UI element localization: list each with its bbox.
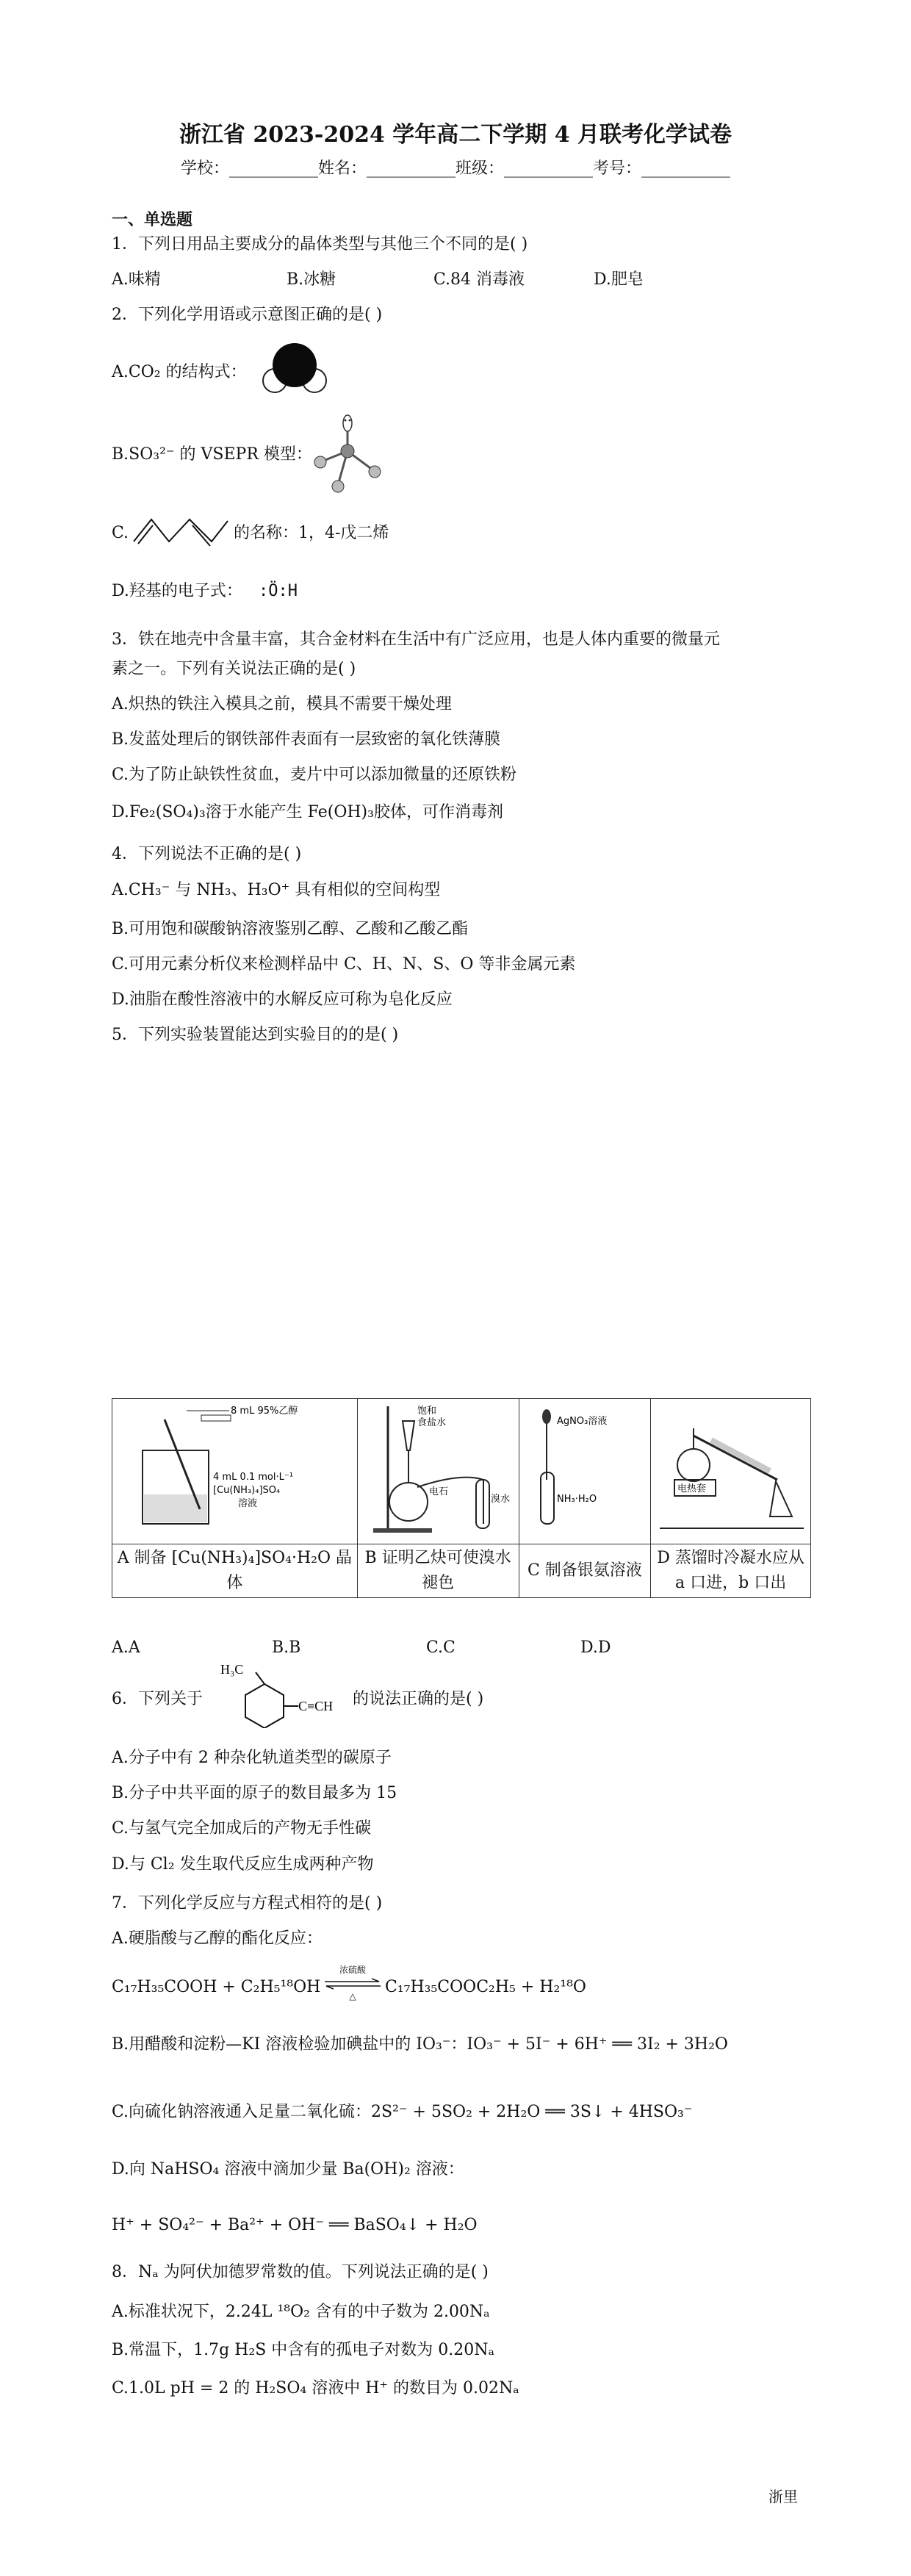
q7-eq-d: H⁺ + SO₄²⁻ + Ba²⁺ + OH⁻ ══ BaSO₄↓ + H₂O <box>112 2216 478 2234</box>
apparatus-b-label-3: 电石 <box>429 1486 449 1497</box>
apparatus-a-cell <box>112 1399 358 1544</box>
caption-d: D 蒸馏时冷凝水应从 a 口进，b 口出 <box>651 1544 811 1598</box>
q1-option-c: C.84 消毒液 <box>433 270 525 289</box>
q3-stem-2: 素之一。下列有关说法正确的是( ) <box>112 660 356 678</box>
q4-stem: 4．下列说法不正确的是( ) <box>112 845 302 863</box>
q1-stem: 1．下列日用品主要成分的晶体类型与其他三个不同的是( ) <box>112 235 528 253</box>
footer-mark: 浙里 <box>768 2488 798 2505</box>
q7-option-d: D.向 NaHSO₄ 溶液中滴加少量 Ba(OH)₂ 溶液： <box>112 2160 464 2179</box>
q7-stem: 7．下列化学反应与方程式相符的是( ) <box>112 1894 383 1913</box>
apparatus-c-label-1: AgNO₃溶液 <box>556 1416 608 1427</box>
q6-option-a: A.分子中有 2 种杂化轨道类型的碳原子 <box>112 1749 392 1767</box>
q7-option-a: A.硬脂酸与乙醇的酯化反应： <box>112 1929 323 1948</box>
apparatus-d-figure <box>652 1399 810 1536</box>
ethynyl-label: C≡CH <box>298 1699 334 1713</box>
pentadiene-skeletal-figure <box>131 512 231 549</box>
hydroxyl-electron-formula: :Ö:H <box>259 582 298 600</box>
caption-a: A 制备 [Cu(NH₃)₄]SO₄·H₂O 晶体 <box>112 1544 358 1598</box>
q7-option-b: B.用醋酸和淀粉—KI 溶液检验加碘盐中的 IO₃⁻：IO₃⁻ + 5I⁻ + 6H⁺ ══ 3I₂ + 3H₂O <box>112 2035 728 2054</box>
q7-eq-a-condition: 浓硫酸 <box>339 1965 366 1975</box>
q4-option-a: A.CH₃⁻ 与 NH₃、H₃O⁺ 具有相似的空间构型 <box>112 881 441 899</box>
apparatus-a-figure <box>113 1399 356 1536</box>
q7-option-c: C.向硫化钠溶液通入足量二氧化硫：2S²⁻ + 5SO₂ + 2H₂O ══ 3S↓ + 4HSO₃⁻ <box>112 2103 693 2121</box>
q5-stem: 5．下列实验装置能达到实验目的的是( ) <box>112 1026 399 1044</box>
apparatus-b-figure <box>359 1399 517 1536</box>
q3-option-a: A.炽热的铁注入模具之前，模具不需要干燥处理 <box>112 695 452 713</box>
reversible-arrow-icon <box>323 1978 382 1990</box>
apparatus-c-cell <box>519 1399 651 1544</box>
q4-option-d: D.油脂在酸性溶液中的水解反应可称为皂化反应 <box>112 990 453 1009</box>
caption-c: C 制备银氨溶液 <box>519 1544 651 1598</box>
apparatus-a-label-1: 8 mL 95%乙醇 <box>231 1406 298 1417</box>
q3-option-b: B.发蓝处理后的钢铁部件表面有一层致密的氧化铁薄膜 <box>112 730 501 749</box>
methyl-label: H₃C <box>220 1662 244 1677</box>
apparatus-b-label-4: 溴水 <box>491 1494 511 1505</box>
q3-stem-1: 3．铁在地壳中含量丰富，其合金材料在生活中有广泛应用，也是人体内重要的微量元 <box>112 630 720 649</box>
q7-eq-a-right: C₁₇H₃₅COOC₂H₅ + H₂¹⁸O <box>385 1978 586 1996</box>
q5-option-b: B.B <box>272 1638 301 1657</box>
apparatus-b-label-2: 食盐水 <box>417 1417 447 1428</box>
apparatus-a-label-2: 4 mL 0.1 mol·L⁻¹ <box>213 1472 294 1483</box>
page-title: 浙江省 2023-2024 学年高二下学期 4 月联考化学试卷 <box>179 122 732 148</box>
caption-b: B 证明乙炔可使溴水褪色 <box>357 1544 519 1598</box>
co2-model-figure <box>259 339 332 398</box>
student-info-line: 学校：___________姓名：___________班级：___________考号：___________ <box>180 159 730 178</box>
q1-option-b: B.冰糖 <box>287 270 336 289</box>
q8-option-c: C.1.0L pH = 2 的 H₂SO₄ 溶液中 H⁺ 的数目为 0.02Nₐ <box>112 2379 519 2397</box>
q5-apparatus-table <box>112 1398 811 1598</box>
apparatus-b-label-1: 饱和 <box>417 1406 437 1417</box>
q5-option-a: A.A <box>112 1638 140 1657</box>
q3-option-c: C.为了防止缺铁性贫血，麦片中可以添加微量的还原铁粉 <box>112 766 517 784</box>
q8-option-b: B.常温下，1.7g H₂S 中含有的孤电子对数为 0.20Nₐ <box>112 2341 495 2359</box>
q2-option-c-prefix: C. <box>112 524 129 542</box>
q1-option-d: D.肥皂 <box>594 270 644 289</box>
section-heading: 一、单选题 <box>112 210 193 229</box>
apparatus-a-label-3: [Cu(NH₃)₄]SO₄ <box>213 1485 281 1496</box>
so3-vsepr-figure <box>307 413 388 497</box>
q2-option-c-suffix: 的名称：1，4-戊二烯 <box>234 524 389 542</box>
q8-stem: 8．Nₐ 为阿伏加德罗常数的值。下列说法正确的是( ) <box>112 2263 489 2281</box>
q7-eq-a-left: C₁₇H₃₅COOH + C₂H₅¹⁸OH <box>112 1978 321 1996</box>
q5-option-c: C.C <box>426 1638 455 1657</box>
q8-option-a: A.标准状况下，2.24L ¹⁸O₂ 含有的中子数为 2.00Nₐ <box>112 2303 490 2321</box>
q2-stem: 2．下列化学用语或示意图正确的是( ) <box>112 306 383 324</box>
apparatus-d-label-1: 电热套 <box>677 1483 706 1494</box>
q7-eq-a-heat: △ <box>349 1991 356 2001</box>
q6-option-c: C.与氢气完全加成后的产物无手性碳 <box>112 1819 372 1838</box>
q1-option-a: A.味精 <box>112 270 161 289</box>
q6-option-b: B.分子中共平面的原子的数目最多为 15 <box>112 1784 397 1802</box>
molecule-structure-figure <box>213 1662 360 1728</box>
q2-option-b: B.SO₃²⁻ 的 VSEPR 模型： <box>112 445 312 464</box>
q6-option-d: D.与 Cl₂ 发生取代反应生成两种产物 <box>112 1855 374 1874</box>
apparatus-c-figure <box>520 1399 649 1536</box>
apparatus-a-label-4: 溶液 <box>238 1498 258 1509</box>
apparatus-b-cell <box>357 1399 519 1544</box>
q6-stem-suffix: 的说法正确的是( ) <box>353 1690 484 1708</box>
q4-option-b: B.可用饱和碳酸钠溶液鉴别乙醇、乙酸和乙酸乙酯 <box>112 920 469 938</box>
apparatus-d-cell <box>651 1399 811 1544</box>
q5-option-d: D.D <box>580 1638 611 1657</box>
q4-option-c: C.可用元素分析仪来检测样品中 C、H、N、S、O 等非金属元素 <box>112 955 576 974</box>
q2-option-d: D.羟基的电子式： <box>112 582 242 600</box>
q2-option-a: A.CO₂ 的结构式： <box>112 363 247 381</box>
apparatus-c-label-2: NH₃·H₂O <box>556 1494 597 1505</box>
q3-option-d: D.Fe₂(SO₄)₃溶于水能产生 Fe(OH)₃胶体，可作消毒剂 <box>112 803 503 821</box>
q6-stem-prefix: 6．下列关于 <box>112 1690 203 1708</box>
